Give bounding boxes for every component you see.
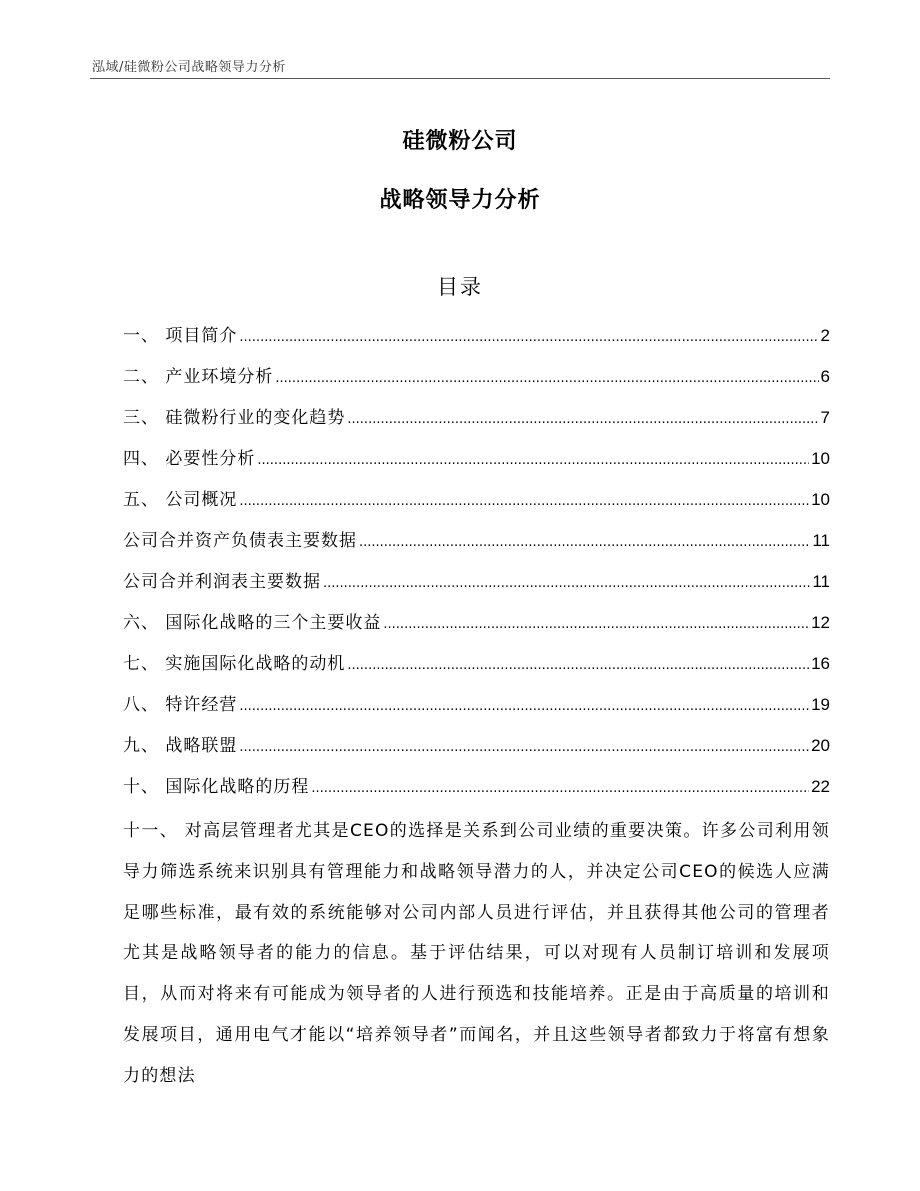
toc-leader-dots bbox=[323, 570, 810, 598]
toc-entry-page: 6 bbox=[820, 367, 830, 386]
toc-entry[interactable] bbox=[123, 609, 830, 650]
toc-leader-dots bbox=[347, 406, 818, 434]
toc-entry-label: 九、 战略联盟 bbox=[123, 736, 238, 756]
toc-leader-dots bbox=[311, 775, 809, 803]
toc-entry[interactable] bbox=[123, 650, 830, 691]
toc-entry-label: 公司合并利润表主要数据 bbox=[123, 572, 321, 592]
toc-entry[interactable] bbox=[123, 322, 830, 363]
toc-leader-dots bbox=[239, 488, 809, 516]
toc-leader-dots bbox=[347, 652, 809, 680]
toc-leader-dots bbox=[359, 529, 810, 557]
toc-entry[interactable] bbox=[123, 568, 830, 609]
toc-entry-label: 十、 国际化战略的历程 bbox=[123, 777, 310, 797]
toc-entry[interactable] bbox=[123, 363, 830, 404]
toc-leader-dots bbox=[239, 734, 809, 762]
toc-heading: 目录 bbox=[437, 275, 483, 299]
toc-entry[interactable] bbox=[123, 773, 830, 814]
toc-leader-dots bbox=[275, 365, 818, 393]
toc-entry-page: 22 bbox=[811, 777, 830, 796]
document-title-line-2: 战略领导力分析 bbox=[379, 188, 541, 213]
toc-entry-label: 三、 硅微粉行业的变化趋势 bbox=[123, 408, 346, 428]
toc-entry-label: 二、 产业环境分析 bbox=[123, 367, 274, 387]
toc-entry-label: 公司合并资产负债表主要数据 bbox=[123, 531, 357, 551]
toc-entry-label: 七、 实施国际化战略的动机 bbox=[123, 654, 346, 674]
toc-entry[interactable] bbox=[123, 527, 830, 568]
running-header: 泓域/硅微粉公司战略领导力分析 bbox=[92, 60, 286, 75]
document-title-line-1: 硅微粉公司 bbox=[402, 129, 518, 154]
body-paragraph: 十一、 对高层管理者尤其是CEO的选择是关系到公司业绩的重要决策。许多公司利用领导力筛选系统来识别具有管理能力和战略领导潜力的人，并决定公司CEO的候选人应满足哪些标准，最有效的系统能够对公司内部人员进行评估，并且获得其他公司的管理者尤其是战略领导者的能力的信息。基于评估结果，可以对现有人员制订培训和发展项目，从而对将来有可能成为领导者的人进行预选和技能培养。正是由于高质量的培训和发展项目，通用电气才能以“培养领导者”而闻名，并且这些领导者都致力于将富有想象力的想法 bbox=[123, 821, 830, 1086]
toc-entry[interactable] bbox=[123, 404, 830, 445]
toc-entry-page: 2 bbox=[820, 326, 830, 345]
toc-entry-page: 19 bbox=[811, 695, 830, 714]
toc-entry-label: 五、 公司概况 bbox=[123, 490, 238, 510]
toc-leader-dots bbox=[383, 611, 809, 639]
toc-entry[interactable] bbox=[123, 486, 830, 527]
header-divider bbox=[90, 78, 830, 79]
toc-entry-page: 20 bbox=[811, 736, 830, 755]
toc-leader-dots bbox=[239, 324, 818, 352]
toc-entry-page: 7 bbox=[820, 408, 830, 427]
toc-entry-page: 10 bbox=[811, 449, 830, 468]
table-of-contents bbox=[123, 322, 830, 814]
toc-entry-page: 12 bbox=[811, 613, 830, 632]
toc-entry-label: 一、 项目简介 bbox=[123, 326, 238, 346]
toc-entry-label: 八、 特许经营 bbox=[123, 695, 238, 715]
toc-entry-page: 11 bbox=[812, 572, 830, 591]
toc-entry[interactable] bbox=[123, 691, 830, 732]
toc-entry[interactable] bbox=[123, 732, 830, 773]
toc-entry[interactable] bbox=[123, 445, 830, 486]
toc-entry-label: 六、 国际化战略的三个主要收益 bbox=[123, 613, 382, 633]
toc-entry-page: 16 bbox=[811, 654, 830, 673]
toc-entry-page: 10 bbox=[811, 490, 830, 509]
toc-entry-page: 11 bbox=[812, 531, 830, 550]
toc-leader-dots bbox=[239, 693, 809, 721]
toc-entry-label: 四、 必要性分析 bbox=[123, 449, 256, 469]
toc-leader-dots bbox=[257, 447, 809, 475]
